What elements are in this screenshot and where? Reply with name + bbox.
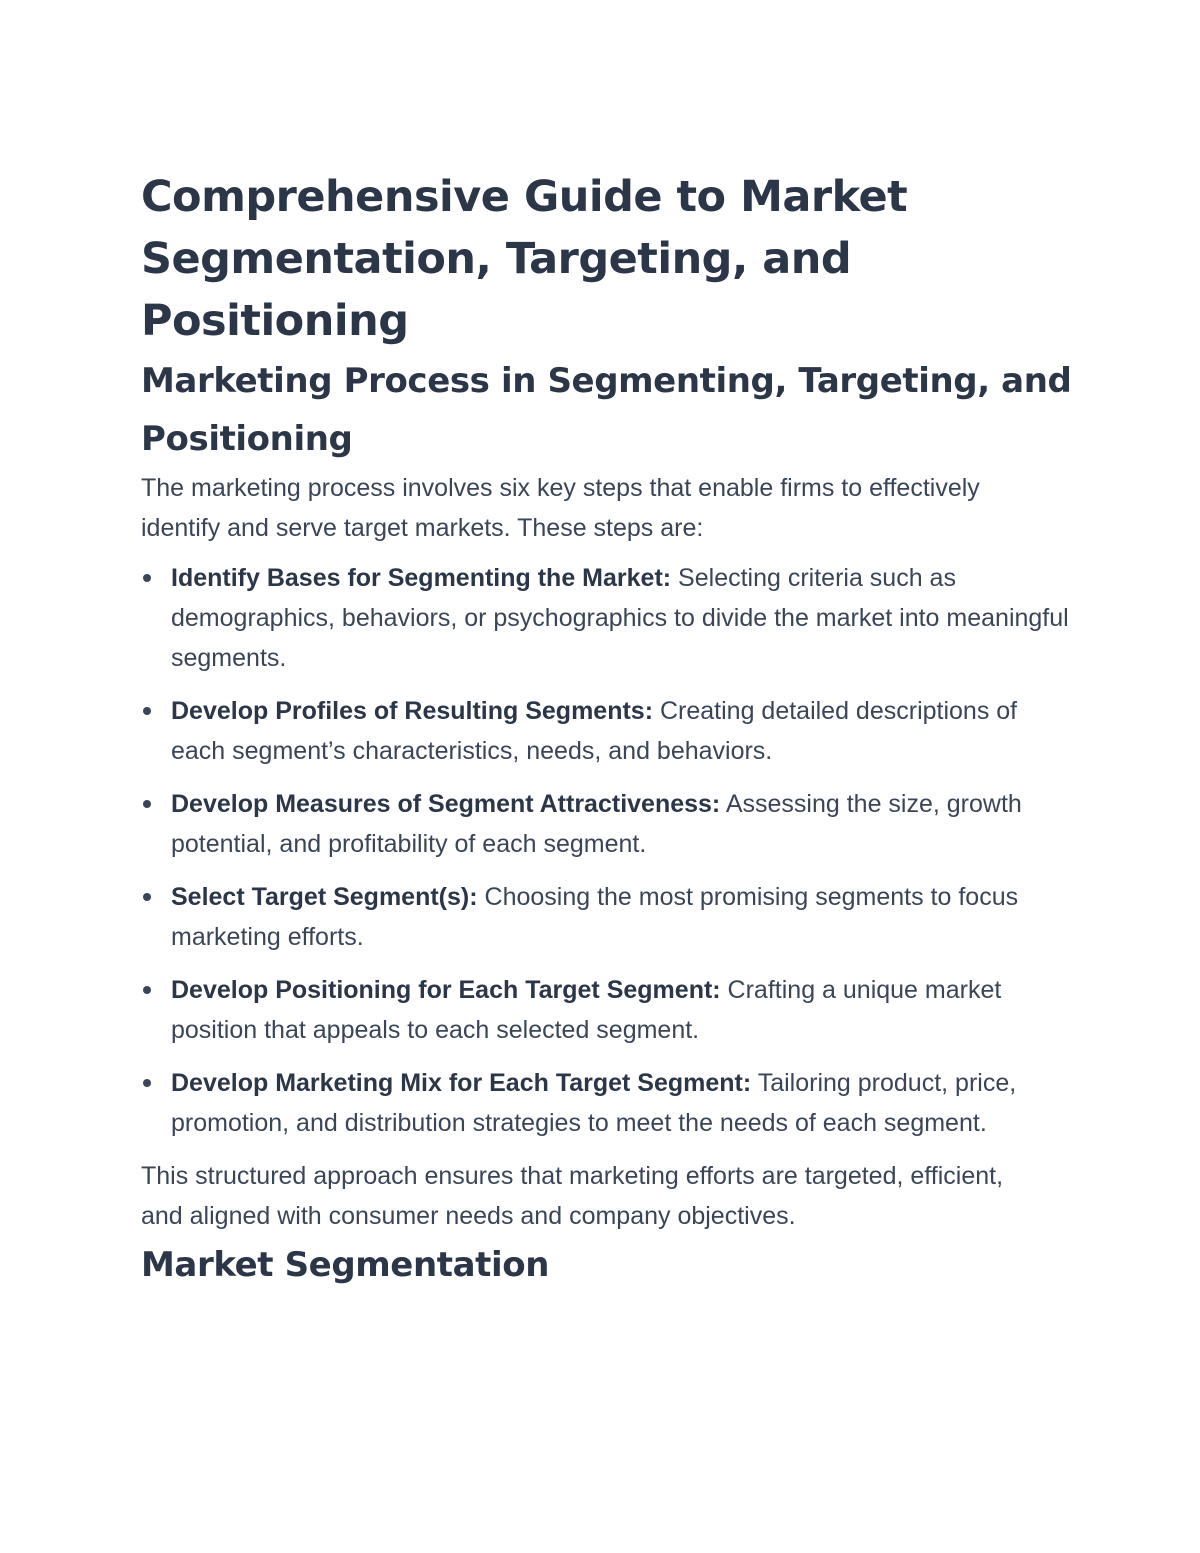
step-term: Select Target Segment(s): bbox=[171, 883, 478, 911]
section-heading-market-segmentation: Market Segmentation bbox=[141, 1245, 550, 1285]
section-heading-marketing-process: Marketing Process in Segmenting, Targeting, and Positioning bbox=[141, 361, 1072, 459]
list-item bbox=[141, 877, 1071, 957]
bullet-icon bbox=[143, 574, 151, 582]
steps-list bbox=[141, 558, 1071, 1143]
intro-paragraph: The marketing process involves six key steps that enable firms to effectively identify and serve target markets. These steps are: bbox=[141, 474, 980, 542]
step-description: Creating detailed descriptions of each segment’s characteristics, needs, and behaviors. bbox=[171, 697, 1018, 765]
list-item bbox=[141, 691, 1071, 771]
step-description: Choosing the most promising segments to focus marketing efforts. bbox=[171, 883, 1019, 951]
step-term: Develop Measures of Segment Attractiveness: bbox=[171, 790, 721, 818]
bullet-icon bbox=[143, 707, 151, 715]
document-page bbox=[141, 166, 1071, 1294]
bullet-icon bbox=[143, 893, 151, 901]
bullet-icon bbox=[143, 1079, 151, 1087]
bullet-icon bbox=[143, 986, 151, 994]
list-item bbox=[141, 970, 1071, 1050]
step-term: Develop Positioning for Each Target Segment: bbox=[171, 976, 721, 1004]
step-description: Selecting criteria such as demographics, behaviors, or psychographics to divide the market into meaningful segments. bbox=[171, 564, 1069, 672]
outro-paragraph: This structured approach ensures that marketing efforts are targeted, efficient, and aligned with consumer needs and company objectives. bbox=[141, 1162, 1004, 1230]
list-item bbox=[141, 1063, 1071, 1143]
step-description: Crafting a unique market position that appeals to each selected segment. bbox=[171, 976, 1002, 1044]
document-title: Comprehensive Guide to Market Segmentation, Targeting, and Positioning bbox=[141, 172, 908, 346]
step-term: Develop Marketing Mix for Each Target Segment: bbox=[171, 1069, 752, 1097]
step-description: Assessing the size, growth potential, and profitability of each segment. bbox=[171, 790, 1022, 858]
step-description: Tailoring product, price, promotion, and distribution strategies to meet the needs of each segment. bbox=[171, 1069, 1017, 1137]
step-term: Develop Profiles of Resulting Segments: bbox=[171, 697, 654, 725]
list-item bbox=[141, 558, 1071, 678]
bullet-icon bbox=[143, 800, 151, 808]
step-term: Identify Bases for Segmenting the Market: bbox=[171, 564, 672, 592]
list-item bbox=[141, 784, 1071, 864]
